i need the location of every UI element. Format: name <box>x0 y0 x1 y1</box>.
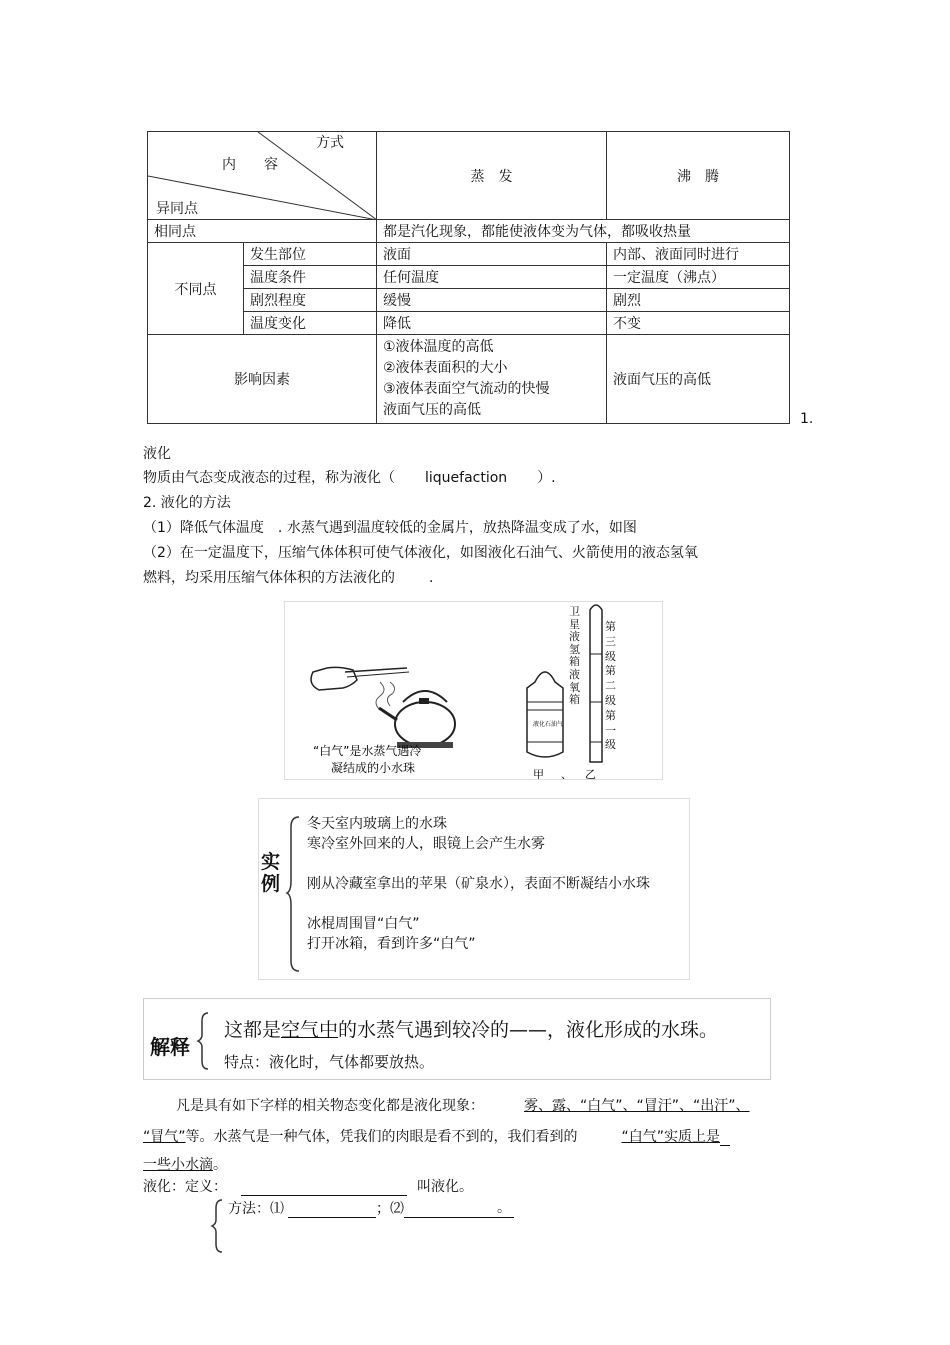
example-item: 冬天室内玻璃上的水珠 <box>307 816 447 832</box>
definition-blank-line: 液化：定义： 叫液化。 <box>143 1179 473 1195</box>
rocket-left-label: 卫星液氢箱液氧箱 <box>569 605 580 707</box>
method-blank-2[interactable] <box>404 1201 494 1218</box>
summary-line-2: “冒气”等。水蒸气是一种气体，凭我们的肉眼是看不到的，我们看到的 “白气”实质上是 <box>143 1127 730 1146</box>
method-blank-line: 方法：⑴ ；⑵ 。 <box>228 1199 514 1218</box>
examples-panel <box>258 798 690 980</box>
summary-line-3: 一些小水滴。 <box>143 1157 227 1173</box>
row-boil: 剧烈 <box>607 289 790 312</box>
summary-line-1: 凡是具有如下字样的相关物态变化都是液化现象： 雾、露、“白气”、“冒汗”、“出汗”、 <box>176 1098 750 1114</box>
examples-brace <box>285 815 305 975</box>
example-item: 打开冰箱，看到许多“白气” <box>307 936 476 952</box>
example-item: 冰棍周围冒“白气” <box>307 916 420 932</box>
same-value: 都是汽化现象，都能使液体变为气体，都吸收热量 <box>377 220 790 243</box>
row-boil: 不变 <box>607 312 790 335</box>
header-diff: 异同点 <box>156 201 198 217</box>
method-brace <box>210 1198 226 1256</box>
tank-label: 液化石油气 <box>533 721 564 728</box>
liquefaction-figure <box>284 601 663 780</box>
explanation-panel <box>143 998 771 1080</box>
method-1: （1）降低气体温度 . 水蒸气遇到温度较低的金属片，放热降温变成了水，如图 <box>143 520 637 536</box>
header-diagonal-cell <box>148 132 377 220</box>
row-label: 发生部位 <box>244 243 377 266</box>
section-title: 液化 <box>143 446 171 462</box>
explanation-line-1: 这都是空气中的水蒸气遇到较冷的——，液化形成的水珠。 <box>224 1019 719 1041</box>
rocket-right-label: 第三级第二级第一级 <box>605 620 616 752</box>
header-content: 内 容 <box>222 157 278 173</box>
definition-line: 物质由气态变成液态的过程，称为液化（ liquefaction ）. <box>143 470 556 486</box>
diff-label: 不同点 <box>148 243 244 335</box>
row-evap: 降低 <box>377 312 607 335</box>
example-item: 刚从冷藏室拿出的苹果（矿泉水），表面不断凝结小水珠 <box>307 876 650 892</box>
explanation-line-2: 特点：液化时，气体都要放热。 <box>224 1053 435 1071</box>
method-2: （2）在一定温度下，压缩气体体积可使气体液化，如图液化石油气、火箭使用的液态氢氧 <box>143 545 698 561</box>
row-label: 剧烈程度 <box>244 289 377 312</box>
row-evap: 任何温度 <box>377 266 607 289</box>
col-boiling: 沸 腾 <box>607 132 790 220</box>
col-evaporation: 蒸 发 <box>377 132 607 220</box>
row-boil: 内部、液面同时进行 <box>607 243 790 266</box>
factor-boil: 液面气压的高低 <box>607 335 790 424</box>
examples-label: 实例 <box>261 851 281 895</box>
label-dot: 、 <box>561 768 572 779</box>
row-boil: 一定温度（沸点） <box>607 266 790 289</box>
row-label: 温度变化 <box>244 312 377 335</box>
caption-line-1: “白气”是水蒸气遇冷 <box>313 744 422 758</box>
label-yi: 乙 <box>585 768 596 779</box>
explanation-label: 解释 <box>150 1035 190 1059</box>
same-label: 相同点 <box>148 220 377 243</box>
example-item: 寒冷室外回来的人，眼镜上会产生水雾 <box>307 836 545 852</box>
method-2-cont: 燃料，均采用压缩气体体积的方法液化的 . <box>143 570 434 586</box>
factor-evap: ①液体温度的高低 ②液体表面积的大小 ③液体表面空气流动的快慢 液面气压的高低 <box>377 335 607 424</box>
explanation-brace <box>196 1011 212 1071</box>
caption-line-2: 凝结成的小水珠 <box>331 761 416 775</box>
header-method: 方式 <box>316 135 344 151</box>
comparison-table <box>147 131 790 424</box>
label-jia: 甲 <box>533 768 544 779</box>
factor-label: 影响因素 <box>148 335 377 424</box>
definition-blank[interactable] <box>241 1179 407 1196</box>
row-evap: 缓慢 <box>377 289 607 312</box>
list-number: 1. <box>800 411 814 427</box>
row-label: 温度条件 <box>244 266 377 289</box>
method-blank-1[interactable] <box>288 1201 376 1218</box>
subheading: 2. 液化的方法 <box>143 495 231 511</box>
row-evap: 液面 <box>377 243 607 266</box>
